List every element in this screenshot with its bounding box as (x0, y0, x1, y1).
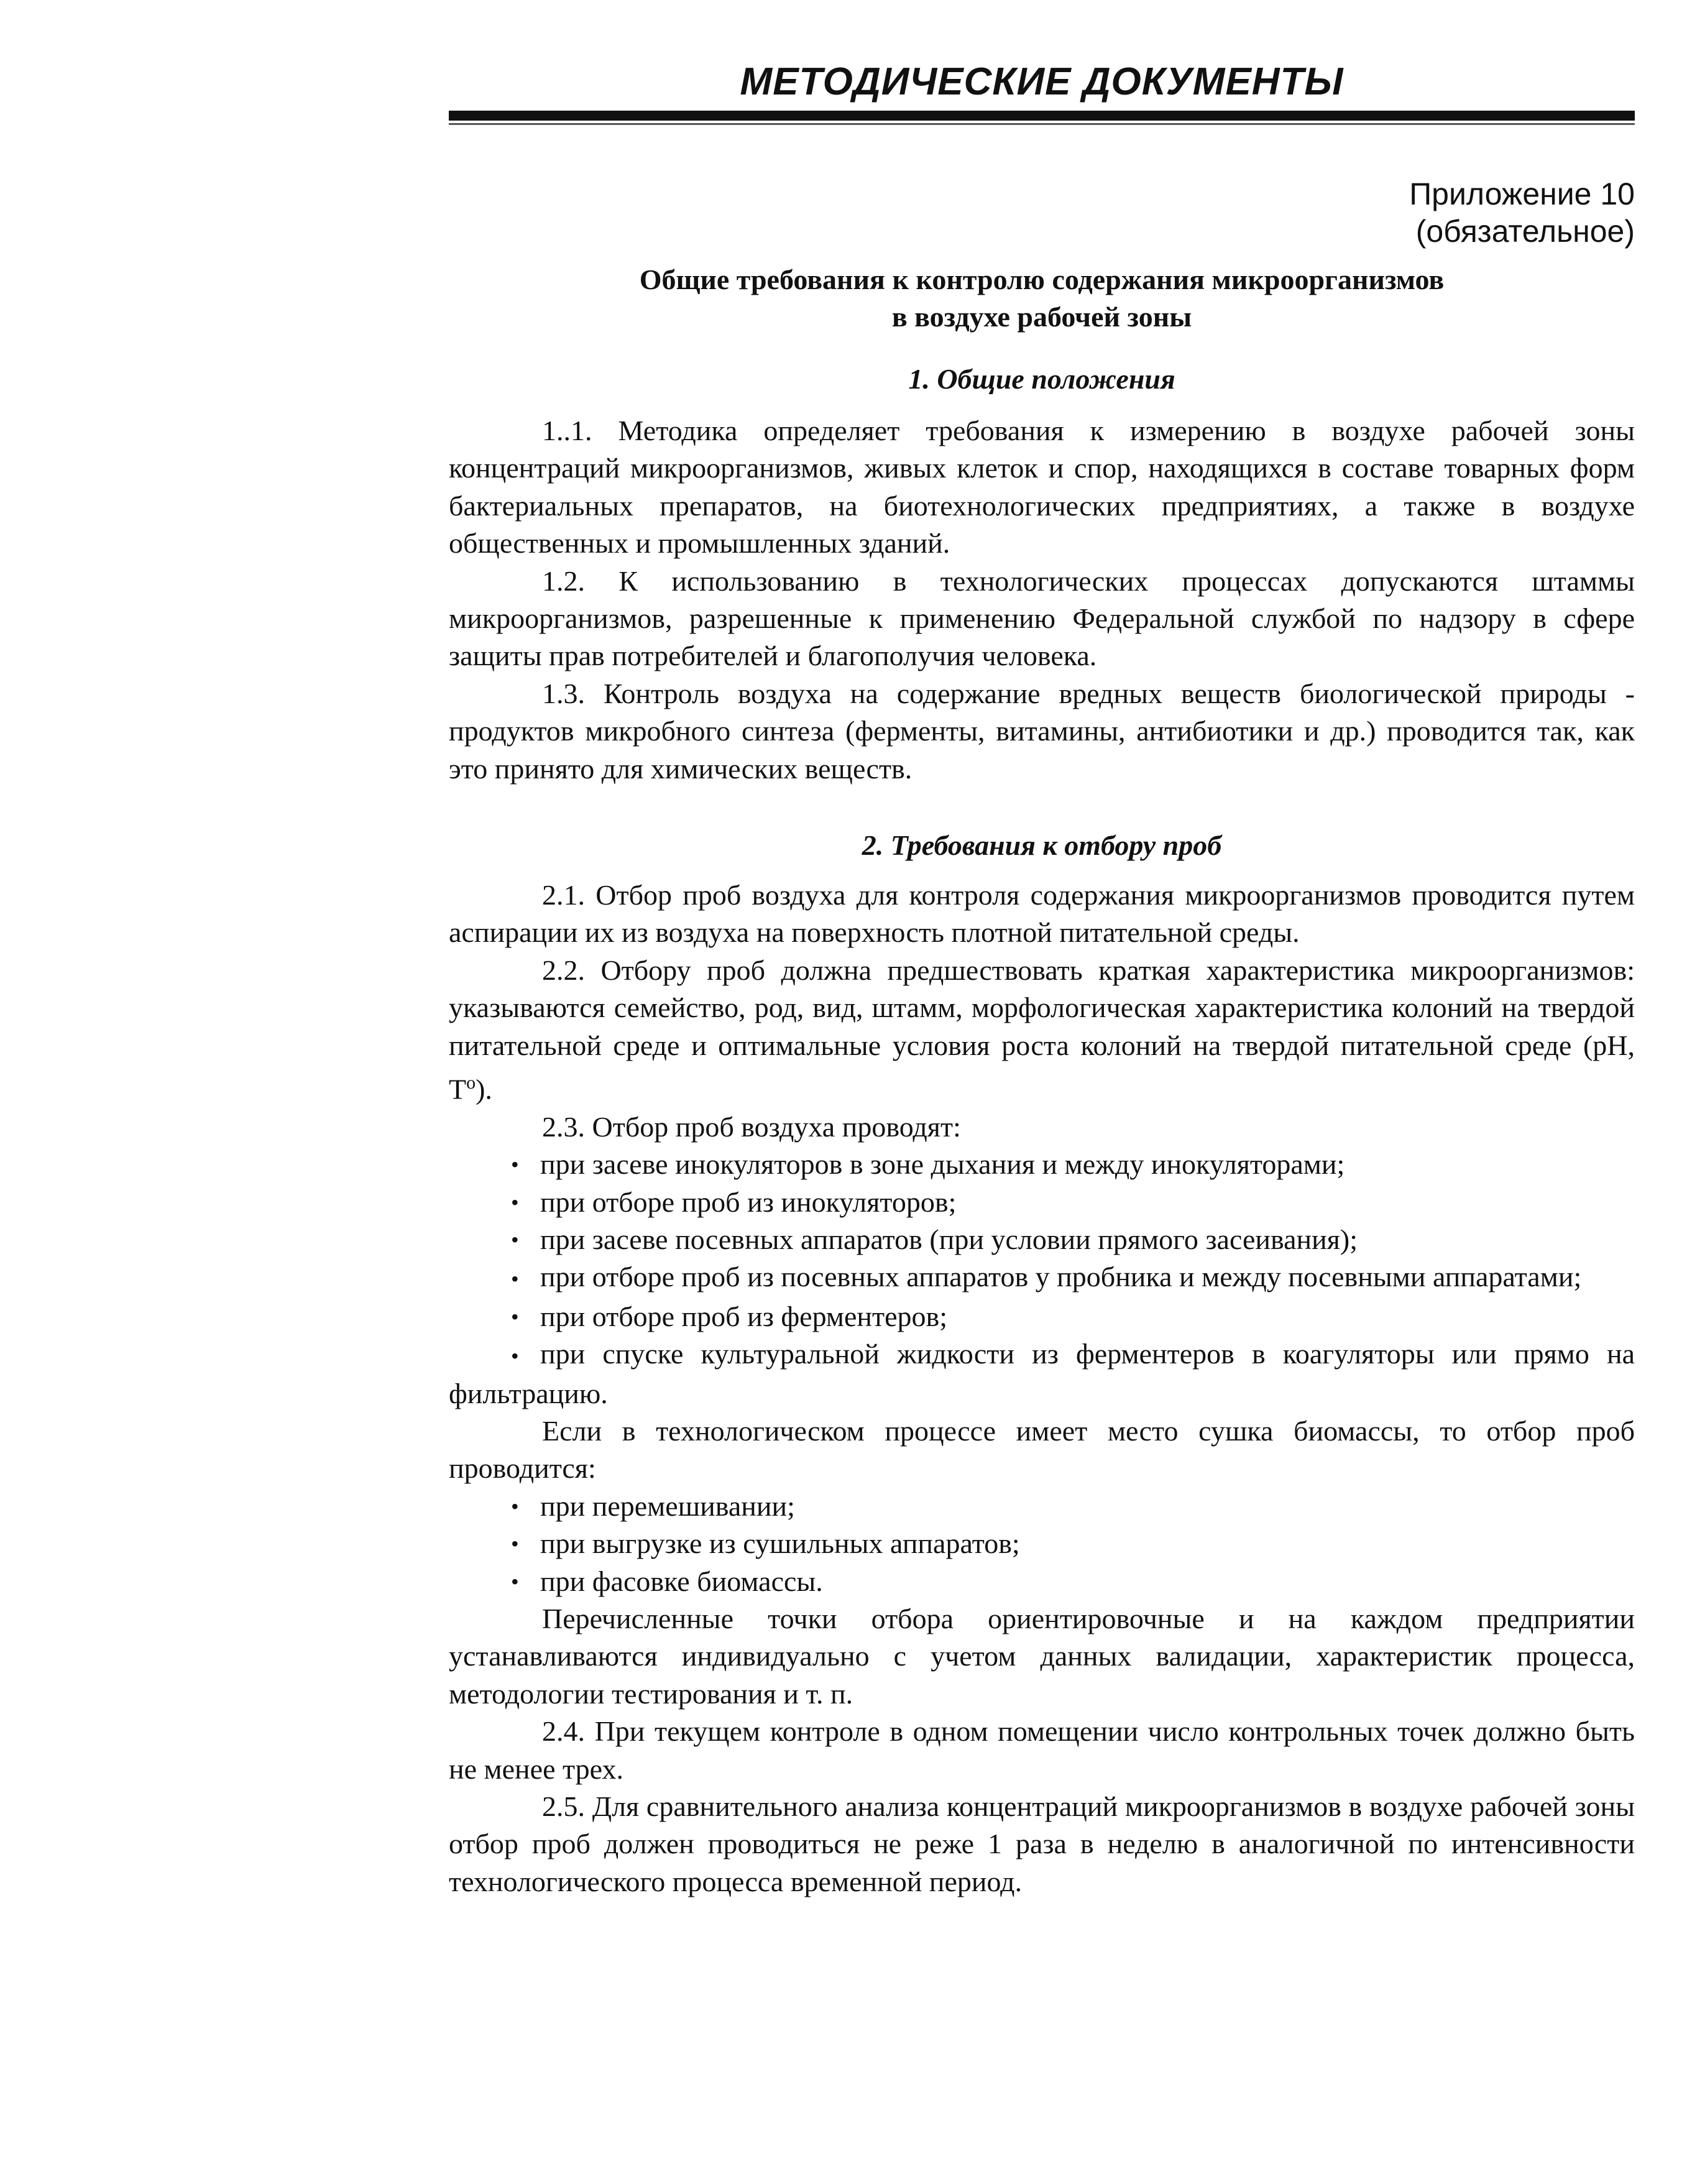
appendix-label (1409, 175, 1635, 250)
list-item: • при отборе проб из посевных аппаратов у пробника и между посевными аппаратами; (449, 1258, 1635, 1297)
paragraph-drying: Если в технологическом процессе имеет место сушка биомассы, то отбор проб проводится: (449, 1415, 1635, 1485)
list-item: • при засеве инокуляторов в зоне дыхания и между инокуляторами; (449, 1146, 1635, 1183)
sampling-points-list (449, 1146, 1635, 1412)
paragraph-1-3: 1.3. Контроль воздуха на содержание вредных веществ биологической природы - продуктов микробного синтеза (ферменты, витамины, антибиотики и др.) проводится так, как это принято для химических веществ. (449, 677, 1635, 785)
section-2-heading: 2. Требования к отбору проб (862, 829, 1222, 861)
document-title (449, 261, 1635, 336)
paragraph-1-1: 1..1. Методика определяет требования к измерению в воздухе рабочей зоны концентраций микроорганизмов, живых клеток и спор, находящихся в составе товарных форм бактериальных препаратов, на биотехнологических предприятиях, а также в воздухе общественных и промышленных зданий. (449, 415, 1635, 560)
bullet-icon: • (511, 1493, 519, 1519)
paragraph-2-2-text: 2.2. Отбору проб должна предшествовать краткая характеристика микроорганизмов: указываются семейство, род, вид, штамм, морфологическая характеристика колоний на твердой питательной среде и оптимальные условия роста колоний на твердой питательной среде (рН, Т (449, 954, 1635, 1105)
bullet-icon: • (511, 1266, 519, 1292)
paragraph-1-2: 1.2. К использованию в технологических процессах допускаются штаммы микроорганизмов, разрешенные к применению Федеральной службой по надзору в сфере защиты прав потребителей и благополучия человека. (449, 564, 1635, 672)
header-rule-thick (449, 111, 1635, 121)
bullet-icon: • (511, 1343, 519, 1369)
list-item: • при отборе проб из ферментеров; (449, 1298, 1635, 1335)
degree-superscript: о (466, 1072, 476, 1094)
list-item: • при выгрузке из сушильных аппаратов; (449, 1525, 1635, 1562)
bullet-icon: • (511, 1227, 519, 1252)
paragraph-2-3: 2.3. Отбор проб воздуха проводят: (542, 1110, 961, 1143)
document-title-line-2: в воздухе рабочей зоны (891, 301, 1192, 333)
drying-points-list (449, 1488, 1635, 1600)
bullet-icon: • (511, 1152, 519, 1177)
list-item: • при фасовке биомассы. (449, 1563, 1635, 1600)
appendix-status: (обязательное) (1415, 214, 1635, 249)
header-rule-thin (449, 123, 1635, 125)
paragraph-2-2-end: ). (476, 1073, 492, 1105)
paragraph-2-4: 2.4. При текущем контроле в одном помещении число контрольных точек должно быть не менее трех. (449, 1715, 1635, 1785)
bullet-icon: • (511, 1304, 519, 1329)
running-header-title: МЕТОДИЧЕСКИЕ ДОКУМЕНТЫ (740, 60, 1344, 103)
section-2-body (449, 877, 1635, 1901)
bullet-icon: • (511, 1569, 519, 1594)
section-1-body (449, 412, 1635, 788)
list-item: • при засеве посевных аппаратов (при условии прямого засеивания); (449, 1221, 1635, 1258)
list-item: • при отборе проб из инокуляторов; (449, 1184, 1635, 1221)
list-item: • при спуске культуральной жидкости из ферментеров в коагуляторы или прямо на фильтрацию. (449, 1338, 1635, 1409)
paragraph-2-2 (449, 952, 1635, 1108)
paragraph-2-5: 2.5. Для сравнительного анализа концентраций микроорганизмов в воздухе рабочей зоны отбор проб должен проводиться не реже 1 раза в неделю в аналогичной по интенсивности технологического процесса временной период. (449, 1790, 1635, 1897)
bullet-icon: • (511, 1189, 519, 1215)
document-title-line-1: Общие требования к контролю содержания микроорганизмов (639, 264, 1445, 295)
bullet-icon: • (511, 1531, 519, 1557)
section-1-heading: 1. Общие положения (908, 363, 1175, 395)
appendix-number: Приложение 10 (1409, 177, 1635, 211)
paragraph-2-1: 2.1. Отбор проб воздуха для контроля содержания микроорганизмов проводится путем аспирации их из воздуха на поверхность плотной питательной среды. (449, 879, 1635, 949)
paragraph-points: Перечисленные точки отбора ориентировочные и на каждом предприятии устанавливаются индивидуально с учетом данных валидации, характеристик процесса, методологии тестирования и т. п. (449, 1603, 1635, 1710)
list-item: • при перемешивании; (449, 1488, 1635, 1525)
